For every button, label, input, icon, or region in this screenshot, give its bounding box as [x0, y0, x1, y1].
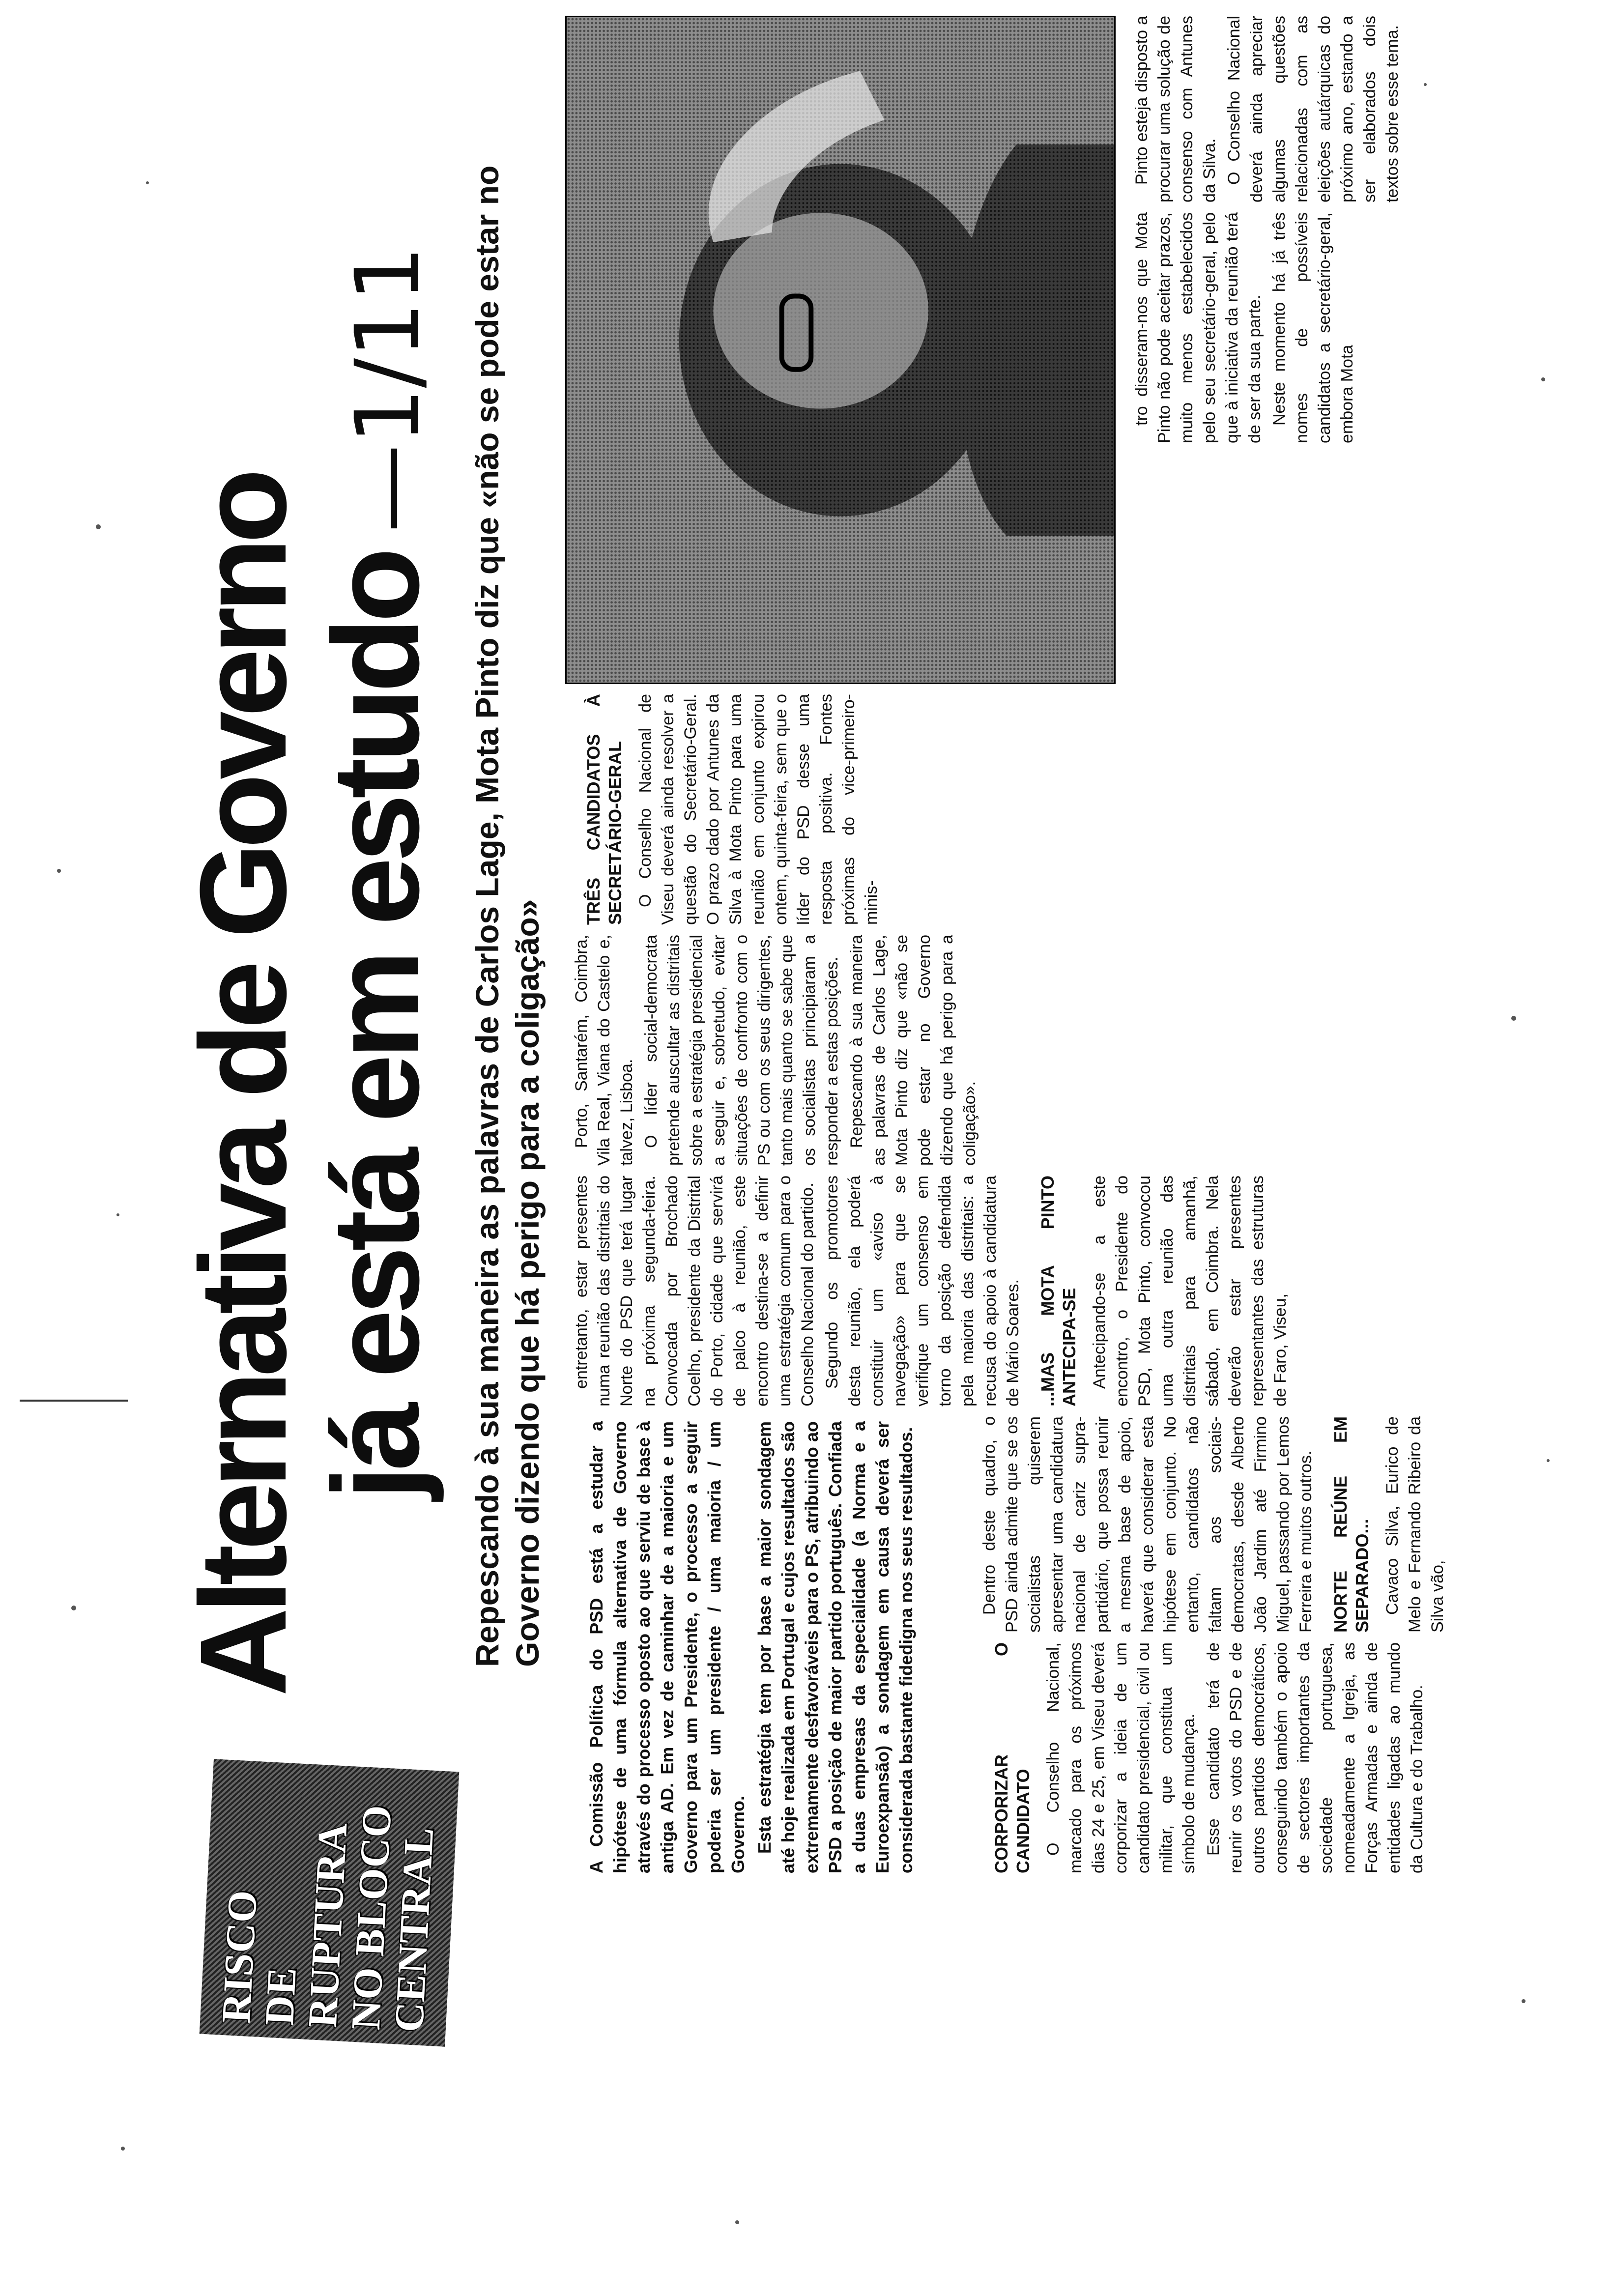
- body-paragraph: tro disseram-nos que Mota Pinto não pode aceitar prazos, muito menos estabelecidos pelo seu secretário-geral, pelo que à iniciativa da reunião terá de ser da sua parte.: [1132, 212, 1264, 443]
- lead-paragraph: A Comissão Política do PSD está a estudar a hipótese de uma fórmula alternativa de Governo através do processo oposto ao que serviu de base à antiga AD. Em vez de caminhar de a maioria e um Governo para um Presidente, o processo a seguir poderia ser um presidente / uma maioria / um Governo.: [586, 1421, 748, 1873]
- body-paragraph: O Conselho Nacional de Viseu deverá ainda resolver a questão do Secretário-Geral. O prazo dado por Antunes da Silva à Mota Pinto para uma reunião em conjunto expirou ontem, quinta-feira, sem que o líder do PSD desse uma resposta positiva. Fontes próximas do vice-primeiro-minis-: [636, 694, 881, 925]
- body-paragraph: Cavaco Silva, Eurico de Melo e Fernando Ribeiro da Silva vão,: [1383, 1416, 1447, 1633]
- headline-line-2-text: já está em estudo: [307, 552, 444, 1500]
- body-paragraph: O Conselho Nacional deverá ainda apreciar algumas questões relacionadas com as eleições autárquicas do próximo ano, estando a ser elaborados dois textos sobre esse tema.: [1225, 16, 1402, 202]
- headline-line-1: Alternativa de Governo: [174, 474, 312, 1696]
- kicker-line: NO BLOCO: [343, 1804, 401, 2031]
- section-heading: NORTE REÚNE EM SEPARADO...: [1330, 1416, 1372, 1633]
- body-paragraph: Pinto esteja disposto a procurar uma solução de consenso com Antunes da Silva.: [1132, 16, 1219, 202]
- body-paragraph: Dentro deste quadro, o PSD ainda admite que se os socialistas quiserem apresentar uma candidatura nacional de cariz supra-partidário, que possa reunir a mesma base de apoio, haverá que considerar esta hipótese em conjunto. No entanto, candidatos não faltam aos sociais-democratas, desde Alberto João Jardim até Firmino Miguel, passando por Lemos Ferreira e muitos outros.: [980, 1416, 1315, 1633]
- handwritten-note: —1/11: [337, 245, 439, 533]
- kicker-line: CENTRAL: [386, 1826, 443, 2034]
- body-paragraph: Antecipando-se a este encontro, o Presidente do PSD, Mota Pinto, convocou uma outra reunião das distritais para amanhã, sábado, em Coimbra. Nela deverão estar presentes representantes das estruturas de Faro, Viseu,: [1090, 1176, 1290, 1406]
- column-c: [570, 1176, 1294, 1406]
- column-g: [1130, 212, 1360, 443]
- headline: [174, 26, 455, 1696]
- lead-paragraphs: [585, 1421, 921, 1873]
- photo: [565, 16, 1116, 684]
- body-paragraph: Repescando à sua maneira as palavras de Carlos Lage, Mota Pinto diz que «não se pode estar no Governo dizendo que há perigo para a coligação».: [847, 935, 979, 1166]
- body-paragraph: O Conselho Nacional, marcado para os próximos dias 24 e 25, em Viseu deverá corporizar a ideia de um candidato presidencial, civil ou militar, que constitua um símbolo de mudança.: [1044, 1642, 1198, 1873]
- kicker-line: RISCO: [213, 1889, 266, 2024]
- kicker-line: DE: [256, 1966, 305, 2027]
- body-paragraph: entretanto, estar presentes numa reunião das distritais do Norte do PSD que terá lugar na próxima segunda-feira. Convocada por Brochado Coelho, presidente da Distrital do Porto, cidade que servirá de palco à reunião, este encontro destina-se a definir uma estratégia comum para o Conselho Nacional do partido.: [572, 1176, 817, 1406]
- portrait-photo-icon: [567, 17, 1114, 683]
- body-paragraph: O líder social-democrata pretende auscultar as distritais sobre a estratégia presidencial a seguir e, sobretudo, evitar situações de confronto com o PS ou com os seus dirigentes, tanto mais quanto se sabe que os socialistas principiaram a responder a estas posições.: [642, 935, 841, 1166]
- body-paragraph: Porto, Santarém, Coimbra, Vila Real, Viana do Castelo e, talvez, Lisboa.: [572, 935, 636, 1166]
- column-d: [570, 935, 983, 1166]
- body-paragraph: Segundo os promotores desta reunião, ela poderá constituir um «aviso à navegação» para que se verifique um consenso em torno da posição defendida pela maioria das distritais: a recusa do apoio à candidatura de Mário Soares.: [823, 1176, 1022, 1406]
- section-heading: CORPORIZAR O CANDIDATO: [991, 1642, 1033, 1873]
- column-b: [978, 1416, 1451, 1633]
- kicker-line: RUPTURA: [299, 1821, 356, 2029]
- column-h: [1130, 16, 1406, 202]
- body-paragraph: Esse candidato terá de reunir os votos do PSD e de outros partidos democráticos, conseguindo também o apoio de sectores importantes da sociedade portuguesa, nomeadamente a Igreja, as Forças Armadas e ainda de entidades ligadas ao mundo da Cultura e do Trabalho.: [1204, 1642, 1426, 1873]
- subheadline: Repescando à sua maneira as palavras de Carlos Lage, Mota Pinto diz que «não se pode estar no Governo dizendo que há perigo para a coligação»: [469, 165, 546, 1667]
- section-heading: TRÊS CANDIDATOS À SECRETÁRIO-GERAL: [583, 694, 625, 925]
- kicker-box: [200, 1759, 460, 2046]
- column-e: [570, 694, 885, 925]
- headline-line-2: [307, 26, 455, 1696]
- lead-paragraph: Esta estratégia tem por base a maior sondagem até hoje realizada em Portugal e cujos resultados são extremamente desfavoráveis para o PS, atribuindo ao PSD a posição de maior partido português. Confiada a duas empresas da especialidade (a Norma e a Euroexpansão) a sondagem em causa deverá ser considerada bastante fidedigna nos seus resultados.: [754, 1421, 916, 1873]
- section-heading: ...MAS MOTA PINTO ANTECIPA-SE: [1037, 1176, 1079, 1406]
- column-a: [978, 1642, 1430, 1873]
- body-paragraph: Neste momento há já três nomes de possíveis candidatos a secretário-geral, embora Mota: [1270, 212, 1356, 443]
